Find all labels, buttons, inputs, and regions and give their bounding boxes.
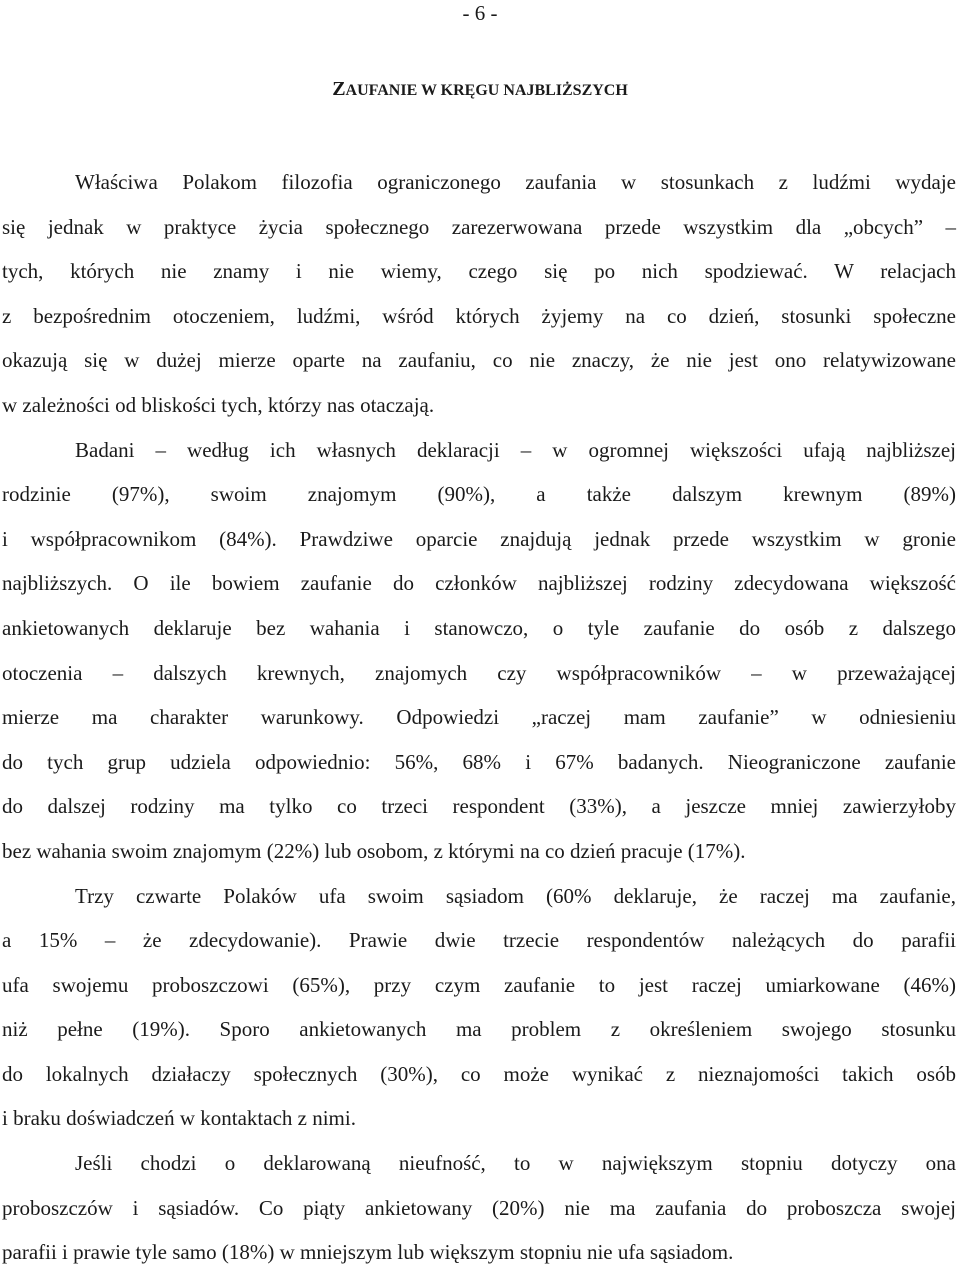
text-line: najbliższych. O ile bowiem zaufanie do członków najbliższej rodziny zdecydowana większość	[2, 571, 956, 596]
text-line: Badani – według ich własnych deklaracji – w ogromnej większości ufają najbliższej	[75, 437, 956, 462]
text-line: do lokalnych działaczy społecznych (30%), co może wynikać z nieznajomości takich osób	[2, 1061, 956, 1086]
section-title	[0, 76, 960, 104]
text-line: mierze ma charakter warunkowy. Odpowiedzi „raczej mam zaufanie” w odniesieniu	[2, 705, 956, 730]
text-line: a 15% – że zdecydowanie). Prawie dwie trzecie respondentów należących do parafii	[2, 928, 956, 953]
text-line: Jeśli chodzi o deklarowaną nieufność, to w największym stopniu dotyczy ona	[75, 1151, 956, 1176]
body-text	[2, 160, 956, 1275]
text-line: ankietowanych deklaruje bez wahania i stanowczo, o tyle zaufanie do osób z dalszego	[2, 615, 956, 640]
text-line: parafii i prawie tyle samo (18%) w mniejszym lub większym stopniu nie ufa sąsiadom.	[2, 1240, 734, 1265]
text-line: się jednak w praktyce życia społecznego zarezerwowana przede wszystkim dla „obcych” –	[2, 214, 956, 239]
text-line: okazują się w dużej mierze oparte na zaufaniu, co nie znaczy, że nie jest ono relatywizowane	[2, 348, 956, 373]
text-line: z bezpośrednim otoczeniem, ludźmi, wśród których żyjemy na co dzień, stosunki społeczne	[2, 303, 956, 328]
text-line: bez wahania swoim znajomym (22%) lub osobom, z którymi na co dzień pracuje (17%).	[2, 838, 746, 863]
text-line: i współpracownikom (84%). Prawdziwe oparcie znajdują jednak przede wszystkim w gronie	[2, 526, 956, 551]
page-number: - 6 -	[462, 1, 498, 25]
text-line: otoczenia – dalszych krewnych, znajomych czy współpracowników – w przeważającej	[2, 660, 956, 685]
text-line: do dalszej rodziny ma tylko co trzeci respondent (33%), a jeszcze mniej zawierzyłoby	[2, 794, 956, 819]
text-line: Właściwa Polakom filozofia ograniczonego zaufania w stosunkach z ludźmi wydaje	[75, 170, 956, 194]
text-line: do tych grup udziela odpowiednio: 56%, 68% i 67% badanych. Nieograniczone zaufanie	[2, 749, 956, 774]
text-line: i braku doświadczeń w kontaktach z nimi.	[2, 1106, 356, 1131]
text-line: proboszczów i sąsiadów. Co piąty ankietowany (20%) nie ma zaufania do proboszcza swojej	[2, 1195, 956, 1220]
text-line: rodzinie (97%), swoim znajomym (90%), a także dalszym krewnym (89%)	[2, 482, 956, 507]
text-line: tych, których nie znamy i nie wiemy, czego się po nich spodziewać. W relacjach	[2, 259, 956, 284]
text-line: niż pełne (19%). Sporo ankietowanych ma problem z określeniem swojego stosunku	[2, 1017, 956, 1042]
section-title-rest: AUFANIE W KRĘGU NAJBLIŻSZYCH	[345, 82, 628, 99]
text-line: Trzy czwarte Polaków ufa swoim sąsiadom (60% deklaruje, że raczej ma zaufanie,	[75, 883, 956, 908]
text-line: ufa swojemu proboszczowi (65%), przy czym zaufanie to jest raczej umiarkowane (46%)	[2, 972, 956, 997]
section-title-initial: Z	[332, 78, 346, 100]
text-line: w zależności od bliskości tych, którzy nas otaczają.	[2, 392, 435, 417]
